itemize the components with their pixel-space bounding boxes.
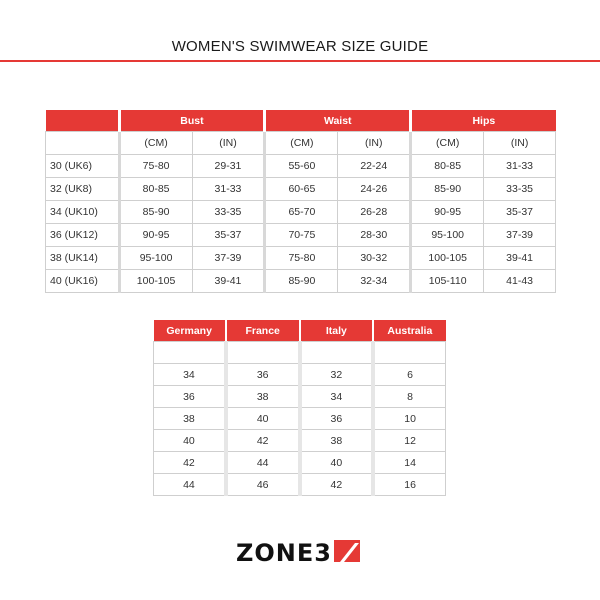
table-row (154, 430, 446, 452)
table-cell: 55-60 (265, 155, 338, 178)
table-cell: 34 (154, 364, 226, 386)
table-cell: 42 (226, 430, 300, 452)
unit-header: (CM) (119, 132, 192, 155)
table-cell: 85-90 (411, 178, 484, 201)
table-cell: 6 (373, 364, 445, 386)
unit-header: (CM) (411, 132, 484, 155)
table-row (46, 178, 556, 201)
size-label: 40 (UK16) (46, 270, 120, 293)
table-cell: 90-95 (411, 201, 484, 224)
group-header-row (46, 110, 556, 132)
table-cell: 105-110 (411, 270, 484, 293)
country-header-italy: Italy (300, 320, 374, 342)
country-header-row (154, 320, 446, 342)
country-header-australia: Australia (373, 320, 445, 342)
unit-header-row (46, 132, 556, 155)
unit-header: (IN) (484, 132, 556, 155)
table-cell: 95-100 (119, 247, 192, 270)
table-cell (154, 342, 226, 364)
table-cell: 75-80 (265, 247, 338, 270)
table-cell: 40 (226, 408, 300, 430)
unit-header-empty (46, 132, 120, 155)
table-cell: 16 (373, 474, 445, 496)
table-cell: 100-105 (119, 270, 192, 293)
table-cell: 26-28 (338, 201, 411, 224)
table-cell: 46 (226, 474, 300, 496)
table-cell (373, 342, 445, 364)
table-cell: 85-90 (119, 201, 192, 224)
table-row (46, 201, 556, 224)
group-header-waist: Waist (265, 110, 411, 132)
corner-header (46, 110, 120, 132)
size-label: 36 (UK12) (46, 224, 120, 247)
unit-header: (CM) (265, 132, 338, 155)
table-cell: 42 (154, 452, 226, 474)
table-cell: 65-70 (265, 201, 338, 224)
table-row (154, 408, 446, 430)
table-cell: 42 (300, 474, 374, 496)
table-cell: 28-30 (338, 224, 411, 247)
group-header-bust: Bust (119, 110, 265, 132)
table-cell: 22-24 (338, 155, 411, 178)
table-cell: 75-80 (119, 155, 192, 178)
table-cell: 60-65 (265, 178, 338, 201)
table-cell: 90-95 (119, 224, 192, 247)
table-cell (300, 342, 374, 364)
table-cell: 37-39 (484, 224, 556, 247)
table-cell: 40 (154, 430, 226, 452)
country-header-france: France (226, 320, 300, 342)
size-measurement-table (45, 110, 556, 293)
table-cell: 36 (154, 386, 226, 408)
zone3-logo (236, 537, 364, 565)
table-cell: 85-90 (265, 270, 338, 293)
country-size-table (153, 320, 446, 496)
table-cell: 33-35 (192, 201, 265, 224)
table-cell: 12 (373, 430, 445, 452)
table-cell: 10 (373, 408, 445, 430)
table-row (154, 364, 446, 386)
unit-header: (IN) (338, 132, 411, 155)
table-row (46, 224, 556, 247)
table-cell: 8 (373, 386, 445, 408)
table-cell: 35-37 (484, 201, 556, 224)
table-cell: 29-31 (192, 155, 265, 178)
table-cell: 36 (300, 408, 374, 430)
table-cell: 100-105 (411, 247, 484, 270)
table-cell: 38 (300, 430, 374, 452)
table-row (154, 452, 446, 474)
table-cell: 37-39 (192, 247, 265, 270)
table-cell: 14 (373, 452, 445, 474)
table-cell: 31-33 (484, 155, 556, 178)
table-cell: 31-33 (192, 178, 265, 201)
table-cell: 41-43 (484, 270, 556, 293)
table-cell (226, 342, 300, 364)
table-row (154, 474, 446, 496)
table-cell: 38 (226, 386, 300, 408)
table-row (154, 386, 446, 408)
table-row-empty (154, 342, 446, 364)
table-cell: 39-41 (192, 270, 265, 293)
table-cell: 70-75 (265, 224, 338, 247)
logo-text: ZONE3 (236, 539, 332, 565)
table-cell: 38 (154, 408, 226, 430)
country-header-germany: Germany (154, 320, 226, 342)
table-row (46, 270, 556, 293)
size-label: 38 (UK14) (46, 247, 120, 270)
table-row (46, 155, 556, 178)
size-label: 34 (UK10) (46, 201, 120, 224)
table-cell: 32-34 (338, 270, 411, 293)
table-cell: 80-85 (119, 178, 192, 201)
table-cell: 35-37 (192, 224, 265, 247)
table-cell: 80-85 (411, 155, 484, 178)
title-divider (0, 60, 600, 62)
zone3-slash-logo-icon (334, 540, 360, 562)
table-cell: 40 (300, 452, 374, 474)
table-cell: 95-100 (411, 224, 484, 247)
unit-header: (IN) (192, 132, 265, 155)
table-cell: 39-41 (484, 247, 556, 270)
group-header-hips: Hips (411, 110, 556, 132)
table-cell: 24-26 (338, 178, 411, 201)
table-cell: 44 (226, 452, 300, 474)
page-title: WOMEN'S SWIMWEAR SIZE GUIDE (171, 38, 429, 55)
table-cell: 32 (300, 364, 374, 386)
table-cell: 30-32 (338, 247, 411, 270)
table-cell: 33-35 (484, 178, 556, 201)
table-cell: 34 (300, 386, 374, 408)
table-cell: 36 (226, 364, 300, 386)
table-row (46, 247, 556, 270)
size-label: 32 (UK8) (46, 178, 120, 201)
size-label: 30 (UK6) (46, 155, 120, 178)
table-cell: 44 (154, 474, 226, 496)
